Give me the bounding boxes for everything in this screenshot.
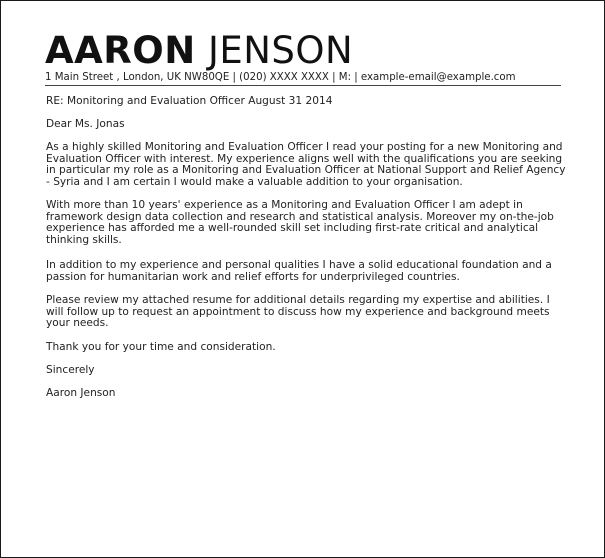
- subject-line: RE: Monitoring and Evaluation Officer August 31 2014: [46, 95, 333, 107]
- header-divider: [45, 85, 561, 86]
- paragraph-followup: Please review my attached resume for additional details regarding my expertise and abilities. I will follow up to request an appointment to discuss how my experience and background meets your needs.: [46, 294, 550, 329]
- paragraph-intro: As a highly skilled Monitoring and Evaluation Officer I read your posting for a new Monitoring and Evaluation Officer with interest. My experience aligns well with the qualifications you are seeking in particular my role as a Monitoring and Evaluation Officer at National Support and Relief Agency - Syria and I am certain I would make a valuable addition to your organisation.: [46, 141, 566, 188]
- applicant-name: [45, 29, 353, 73]
- signature-name: Aaron Jenson: [46, 387, 116, 399]
- thanks-line: Thank you for your time and consideration.: [46, 341, 276, 353]
- last-name: JENSON: [207, 29, 354, 72]
- paragraph-experience: With more than 10 years' experience as a Monitoring and Evaluation Officer I am adept in framework design data collection and research and statistical analysis. Moreover my on-the-job experience has afforded me a well-rounded skill set including first-rate critical and analytical thinking skills.: [46, 199, 554, 246]
- salutation: Dear Ms. Jonas: [46, 118, 125, 130]
- paragraph-education: In addition to my experience and personal qualities I have a solid educational foundation and a passion for humanitarian work and relief efforts for underprivileged countries.: [46, 259, 552, 283]
- first-name: AARON: [45, 29, 196, 72]
- contact-line: 1 Main Street , London, UK NW80QE | (020) XXXX XXXX | M: | example-email@example.com: [45, 72, 516, 83]
- closing-line: Sincerely: [46, 364, 95, 376]
